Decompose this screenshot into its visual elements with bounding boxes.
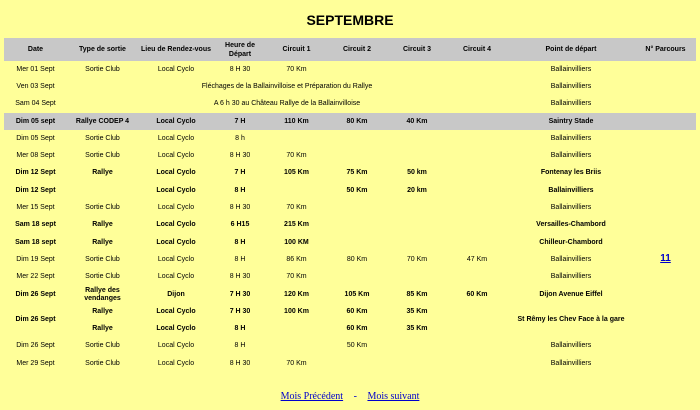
table-header-row: [4, 38, 696, 61]
table-row: [4, 303, 696, 320]
circuit2-cell: [327, 234, 387, 251]
circuit1-cell: 70 Km: [286, 273, 307, 281]
circuit1-cell: [266, 320, 327, 337]
type-cell: Rallye: [92, 221, 113, 229]
heure-cell: 8 H 30: [229, 359, 251, 367]
parcours-cell: [635, 251, 696, 268]
page-title: SEPTEMBRE: [306, 12, 394, 28]
month-navigation: [0, 391, 700, 402]
date-cell: Dim 19 Sept: [16, 255, 55, 263]
circuit3-cell: [387, 234, 447, 251]
lieu-cell: Local Cyclo: [157, 359, 195, 367]
table-row: [4, 182, 696, 199]
lieu-cell: Local Cyclo: [157, 65, 195, 73]
parcours-cell: [635, 61, 696, 78]
circuit3-cell: 20 km: [407, 186, 427, 194]
circuit3-cell: 35 Km: [406, 307, 428, 315]
col-header-lieu: Lieu de Rendez-vous: [138, 38, 214, 61]
circuit3-cell: [387, 130, 447, 147]
col-header-circuit4: Circuit 4: [447, 38, 507, 61]
lieu-cell: Local Cyclo: [138, 113, 214, 130]
lieu-cell: Local Cyclo: [157, 152, 195, 160]
circuit3-cell: 50 km: [407, 169, 427, 177]
circuit1-cell: 110 Km: [266, 113, 327, 130]
date-cell: Dim 05 Sept: [16, 134, 55, 142]
type-cell: Rallye: [92, 325, 113, 333]
heure-cell: 8 H 30: [229, 204, 251, 212]
lieu-cell: Local Cyclo: [157, 204, 195, 212]
circuit3-cell: [387, 61, 447, 78]
circuit4-cell: [447, 165, 507, 182]
nav-separator: -: [353, 391, 357, 402]
date-cell: Dim 05 sept: [4, 113, 67, 130]
circuit1-cell: [266, 182, 327, 199]
lieu-cell: Local Cyclo: [156, 325, 196, 333]
circuit1-cell: 70 Km: [286, 204, 307, 212]
parcours-cell: [635, 338, 696, 355]
date-cell: Sam 04 Sept: [15, 100, 56, 108]
parcours-cell: [635, 286, 696, 303]
lieu-cell: Local Cyclo: [156, 221, 196, 229]
depart-cell: Fontenay les Briis: [540, 169, 602, 177]
circuit3-cell: [387, 338, 447, 355]
circuit4-cell: [447, 269, 507, 286]
type-cell: Rallye: [92, 238, 113, 246]
table-body: [4, 61, 696, 372]
circuit1-cell: 120 Km: [284, 290, 309, 298]
previous-month-link[interactable]: Mois Précédent: [280, 391, 344, 402]
table-row: [4, 96, 696, 113]
circuit2-cell: [327, 217, 387, 234]
circuit4-cell: [447, 61, 507, 78]
circuit2-cell: 60 Km: [346, 307, 368, 315]
parcours-cell: [635, 113, 696, 130]
circuit3-cell: 40 Km: [387, 113, 447, 130]
depart-cell: St Rêmy les Chev Face à la gare: [517, 316, 625, 324]
circuit1-cell: [266, 338, 327, 355]
circuit3-cell: 35 Km: [406, 325, 428, 333]
circuit3-cell: 85 Km: [406, 290, 428, 298]
type-cell: Sortie Club: [85, 273, 120, 281]
depart-cell: Ballainvilliers: [550, 82, 592, 90]
parcours-cell: [635, 320, 696, 337]
lieu-cell: Local Cyclo: [157, 273, 195, 281]
circuit4-cell: [447, 320, 507, 337]
parcours-cell: [635, 165, 696, 182]
parcours-cell: [635, 355, 696, 372]
circuit1-cell: [266, 130, 327, 147]
type-cell: Sortie Club: [85, 342, 120, 350]
circuit3-cell: [387, 199, 447, 216]
heure-cell: 8 H 30: [229, 152, 251, 160]
table-row: [4, 234, 696, 251]
parcours-cell: [635, 199, 696, 216]
heure-cell: 8 H: [234, 325, 246, 333]
col-header-heure: Heure de Départ: [214, 38, 266, 61]
circuit1-cell: 100 Km: [284, 307, 309, 315]
date-cell: Mer 29 Sept: [16, 359, 55, 367]
table-row: [4, 113, 696, 130]
date-cell: Mer 15 Sept: [16, 204, 55, 212]
circuit2-cell: [327, 147, 387, 164]
circuit3-cell: [387, 269, 447, 286]
circuit3-cell: [387, 355, 447, 372]
type-cell: Sortie Club: [85, 152, 120, 160]
heure-cell: 8 H: [234, 186, 246, 194]
lieu-cell: Local Cyclo: [157, 134, 195, 142]
circuit2-cell: [327, 61, 387, 78]
parcours-link[interactable]: 11: [660, 253, 671, 265]
circuit3-cell: [387, 217, 447, 234]
circuit4-cell: 60 Km: [466, 290, 488, 298]
circuit2-cell: 50 Km: [346, 186, 368, 194]
col-header-parcours: N° Parcours: [635, 38, 696, 61]
table-row: [4, 269, 696, 286]
circuit2-cell: [327, 130, 387, 147]
circuit2-cell: 75 Km: [346, 169, 368, 177]
circuit2-cell: 80 Km: [327, 113, 387, 130]
lieu-cell: Local Cyclo: [156, 307, 196, 315]
type-cell: Sortie Club: [85, 65, 120, 73]
table-row: [4, 61, 696, 78]
type-cell: Sortie Club: [85, 204, 120, 212]
depart-cell: Ballainvilliers: [550, 65, 592, 73]
circuit4-cell: [447, 113, 507, 130]
depart-cell: Ballainvilliers: [550, 255, 592, 263]
date-cell: Dim 26 Sept: [15, 290, 56, 298]
circuit4-cell: [447, 355, 507, 372]
type-cell: Rallye: [92, 169, 113, 177]
circuit1-cell: 70 Km: [286, 65, 307, 73]
date-cell: Mer 01 Sept: [16, 65, 55, 73]
col-header-type: Type de sortie: [67, 38, 138, 61]
circuit1-cell: 86 Km: [286, 255, 307, 263]
schedule-table: [4, 38, 696, 372]
depart-cell: Ballainvilliers: [550, 273, 592, 281]
circuit3-cell: 70 Km: [406, 255, 428, 263]
table-row: [4, 78, 696, 95]
type-cell: Rallye: [92, 307, 113, 315]
type-cell: Sortie Club: [85, 255, 120, 263]
table-row: [4, 147, 696, 164]
lieu-cell: Local Cyclo: [156, 186, 196, 194]
depart-cell: Ballainvilliers: [548, 186, 594, 194]
type-cell: [67, 182, 138, 199]
parcours-cell: [635, 130, 696, 147]
circuit2-cell: 60 Km: [346, 325, 368, 333]
lieu-cell: Local Cyclo: [156, 169, 196, 177]
heure-cell: 8 H 30: [229, 65, 251, 73]
depart-cell: Chilleur-Chambord: [539, 238, 603, 246]
circuit4-cell: [447, 182, 507, 199]
circuit1-cell: 215 Km: [284, 221, 309, 229]
circuit2-cell: [327, 199, 387, 216]
date-cell: Dim 12 Sept: [15, 169, 56, 177]
date-cell: Ven 03 Sept: [16, 82, 55, 90]
heure-cell: 8 H: [234, 255, 246, 263]
col-header-date: Date: [4, 38, 67, 61]
circuit1-cell: 100 KM: [284, 238, 309, 246]
depart-cell: Ballainvilliers: [550, 134, 592, 142]
circuit4-cell: [447, 338, 507, 355]
depart-cell: Ballainvilliers: [550, 100, 592, 108]
date-cell: Dim 26 Sept: [15, 316, 56, 324]
circuit4-cell: [447, 303, 507, 320]
date-cell: Mer 08 Sept: [16, 152, 55, 160]
heure-cell: 7 H 30: [229, 307, 251, 315]
circuit3-cell: [387, 147, 447, 164]
type-cell: Sortie Club: [85, 134, 120, 142]
parcours-cell: [635, 96, 696, 113]
heure-cell: 7 H: [214, 113, 266, 130]
depart-cell: Ballainvilliers: [550, 204, 592, 212]
date-cell: Sam 18 sept: [15, 221, 56, 229]
circuit4-cell: [447, 234, 507, 251]
table-row: [4, 286, 696, 303]
depart-cell: Ballainvilliers: [550, 359, 592, 367]
next-month-link[interactable]: Mois suivant: [367, 391, 420, 402]
circuit2-cell: 50 Km: [346, 342, 368, 350]
table-row: [4, 338, 696, 355]
table-row: [4, 165, 696, 182]
heure-cell: 7 H: [234, 169, 246, 177]
heure-cell: 6 H15: [230, 221, 250, 229]
col-header-circuit3: Circuit 3: [387, 38, 447, 61]
depart-cell: Ballainvilliers: [550, 152, 592, 160]
depart-cell: Dijon Avenue Eiffel: [539, 290, 603, 298]
table-row: [4, 355, 696, 372]
circuit2-cell: [327, 269, 387, 286]
col-header-circuit1: Circuit 1: [266, 38, 327, 61]
circuit2-cell: 80 Km: [346, 255, 368, 263]
parcours-cell: [635, 234, 696, 251]
heure-cell: 7 H 30: [229, 290, 251, 298]
type-cell: Rallye CODEP 4: [67, 113, 138, 130]
circuit4-cell: [447, 217, 507, 234]
depart-cell: Saintry Stade: [507, 113, 635, 130]
circuit2-cell: 105 Km: [344, 290, 370, 298]
heure-cell: 8 H 30: [229, 273, 251, 281]
type-cell: Rallye des vendanges: [84, 286, 121, 302]
lieu-cell: Local Cyclo: [157, 342, 195, 350]
parcours-cell: [635, 182, 696, 199]
note-cell: A 6 h 30 au Château Rallye de la Ballainvilloise: [213, 100, 361, 108]
table-row: [4, 130, 696, 147]
circuit4-cell: [447, 147, 507, 164]
parcours-cell: [635, 269, 696, 286]
heure-cell: 8 h: [235, 134, 245, 142]
heure-cell: 8 H: [234, 342, 246, 350]
depart-cell: Versailles-Chambord: [536, 221, 606, 229]
circuit1-cell: 105 Km: [284, 169, 309, 177]
date-cell: Sam 18 sept: [15, 238, 56, 246]
lieu-cell: Local Cyclo: [157, 255, 195, 263]
lieu-cell: Local Cyclo: [156, 238, 196, 246]
circuit1-cell: 70 Km: [286, 152, 307, 160]
parcours-cell: [635, 303, 696, 320]
note-cell: Fléchages de la Ballainvilloise et Préparation du Rallye: [201, 82, 373, 90]
circuit4-cell: [447, 199, 507, 216]
lieu-cell: Dijon: [167, 290, 185, 298]
type-cell: Sortie Club: [85, 359, 120, 367]
circuit2-cell: [327, 355, 387, 372]
date-cell: Dim 26 Sept: [16, 342, 55, 350]
circuit1-cell: 70 Km: [286, 359, 307, 367]
col-header-circuit2: Circuit 2: [327, 38, 387, 61]
heure-cell: 8 H: [234, 238, 246, 246]
col-header-depart: Point de départ: [507, 38, 635, 61]
circuit4-cell: [447, 130, 507, 147]
table-row: [4, 251, 696, 268]
parcours-cell: [635, 147, 696, 164]
table-row: [4, 217, 696, 234]
date-cell: Mer 22 Sept: [16, 273, 55, 281]
depart-cell: Ballainvilliers: [550, 342, 592, 350]
parcours-cell: [635, 217, 696, 234]
parcours-cell: [635, 78, 696, 95]
table-row: [4, 199, 696, 216]
circuit4-cell: 47 Km: [466, 255, 488, 263]
date-cell: Dim 12 Sept: [15, 186, 56, 194]
